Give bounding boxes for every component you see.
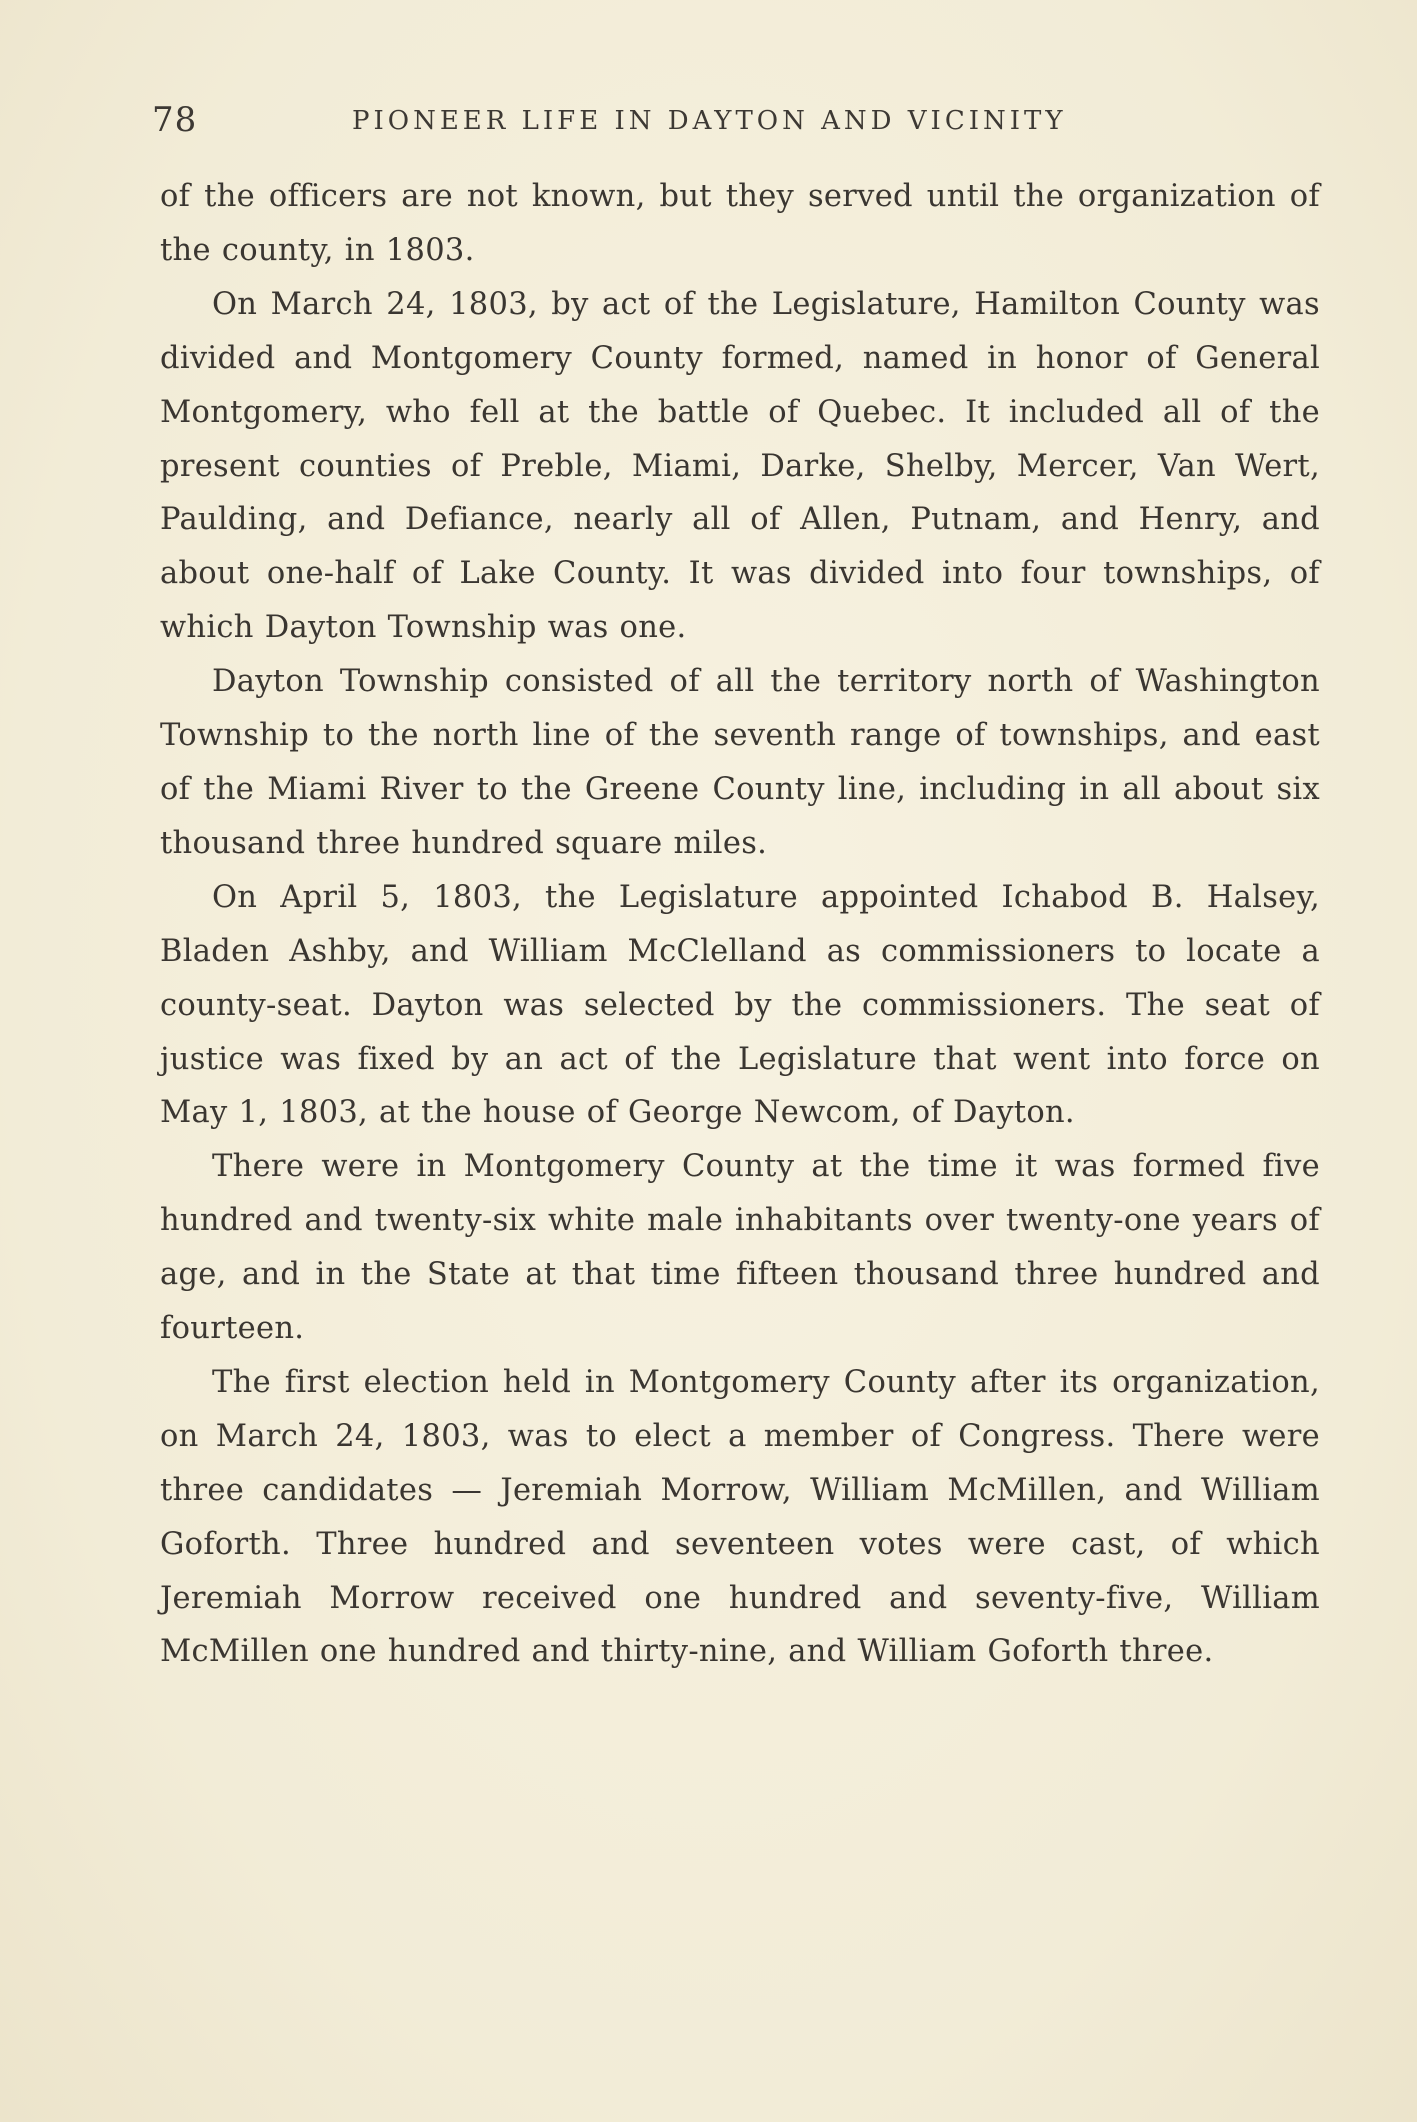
paragraph-county-seat: On April 5, 1803, the Legislature appointed Ichabod B. Halsey, Bladen Ashby, and William McClelland as commissioners to locate a county-seat. Dayton was selected by the commissioners. The seat of justice was fixed by an act of the Legislature that went into force on May 1, 1803, at the house of George Newcom, of Dayton. (160, 879, 1320, 1131)
paragraph-dayton-township: Dayton Township consisted of all the territory north of Washington Township to the north line of the seventh range of townships, and east of the Miami River to the Greene County line, including in all about six thousand three hundred square miles. (160, 664, 1320, 861)
page-number: 78 (152, 100, 198, 140)
running-title: PIONEER LIFE IN DAYTON AND VICINITY (352, 106, 1067, 136)
body-text (160, 170, 1320, 1679)
paragraph-first-election: The first election held in Montgomery County after its organization, on March 24, 1803, was to elect a member of Congress. There were three candidates — Jeremiah Morrow, William McMillen, and William Goforth. Three hundred and seventeen votes were cast, of which Jeremiah Morrow received one hundred and seventy-five, William McMillen one hundred and thirty-nine, and William Goforth three. (160, 1364, 1320, 1670)
running-head (152, 100, 1152, 146)
paragraph-continuation: of the officers are not known, but they served until the organization of the county, in 1803. (160, 179, 1320, 268)
paragraph-inhabitants: There were in Montgomery County at the time it was formed five hundred and twenty-six white male inhabitants over twenty-one years of age, and in the State at that time fifteen thousand three hundred and fourteen. (160, 1149, 1320, 1347)
paragraph-county-formation: On March 24, 1803, by act of the Legislature, Hamilton County was divided and Montgomery County formed, named in honor of General Montgomery, who fell at the battle of Quebec. It included all of the present counties of Preble, Miami, Darke, Shelby, Mercer, Van Wert, Paulding, and Defiance, nearly all of Allen, Putnam, and Henry, and about one-half of Lake County. It was divided into four townships, of which Dayton Township was one. (160, 286, 1320, 646)
